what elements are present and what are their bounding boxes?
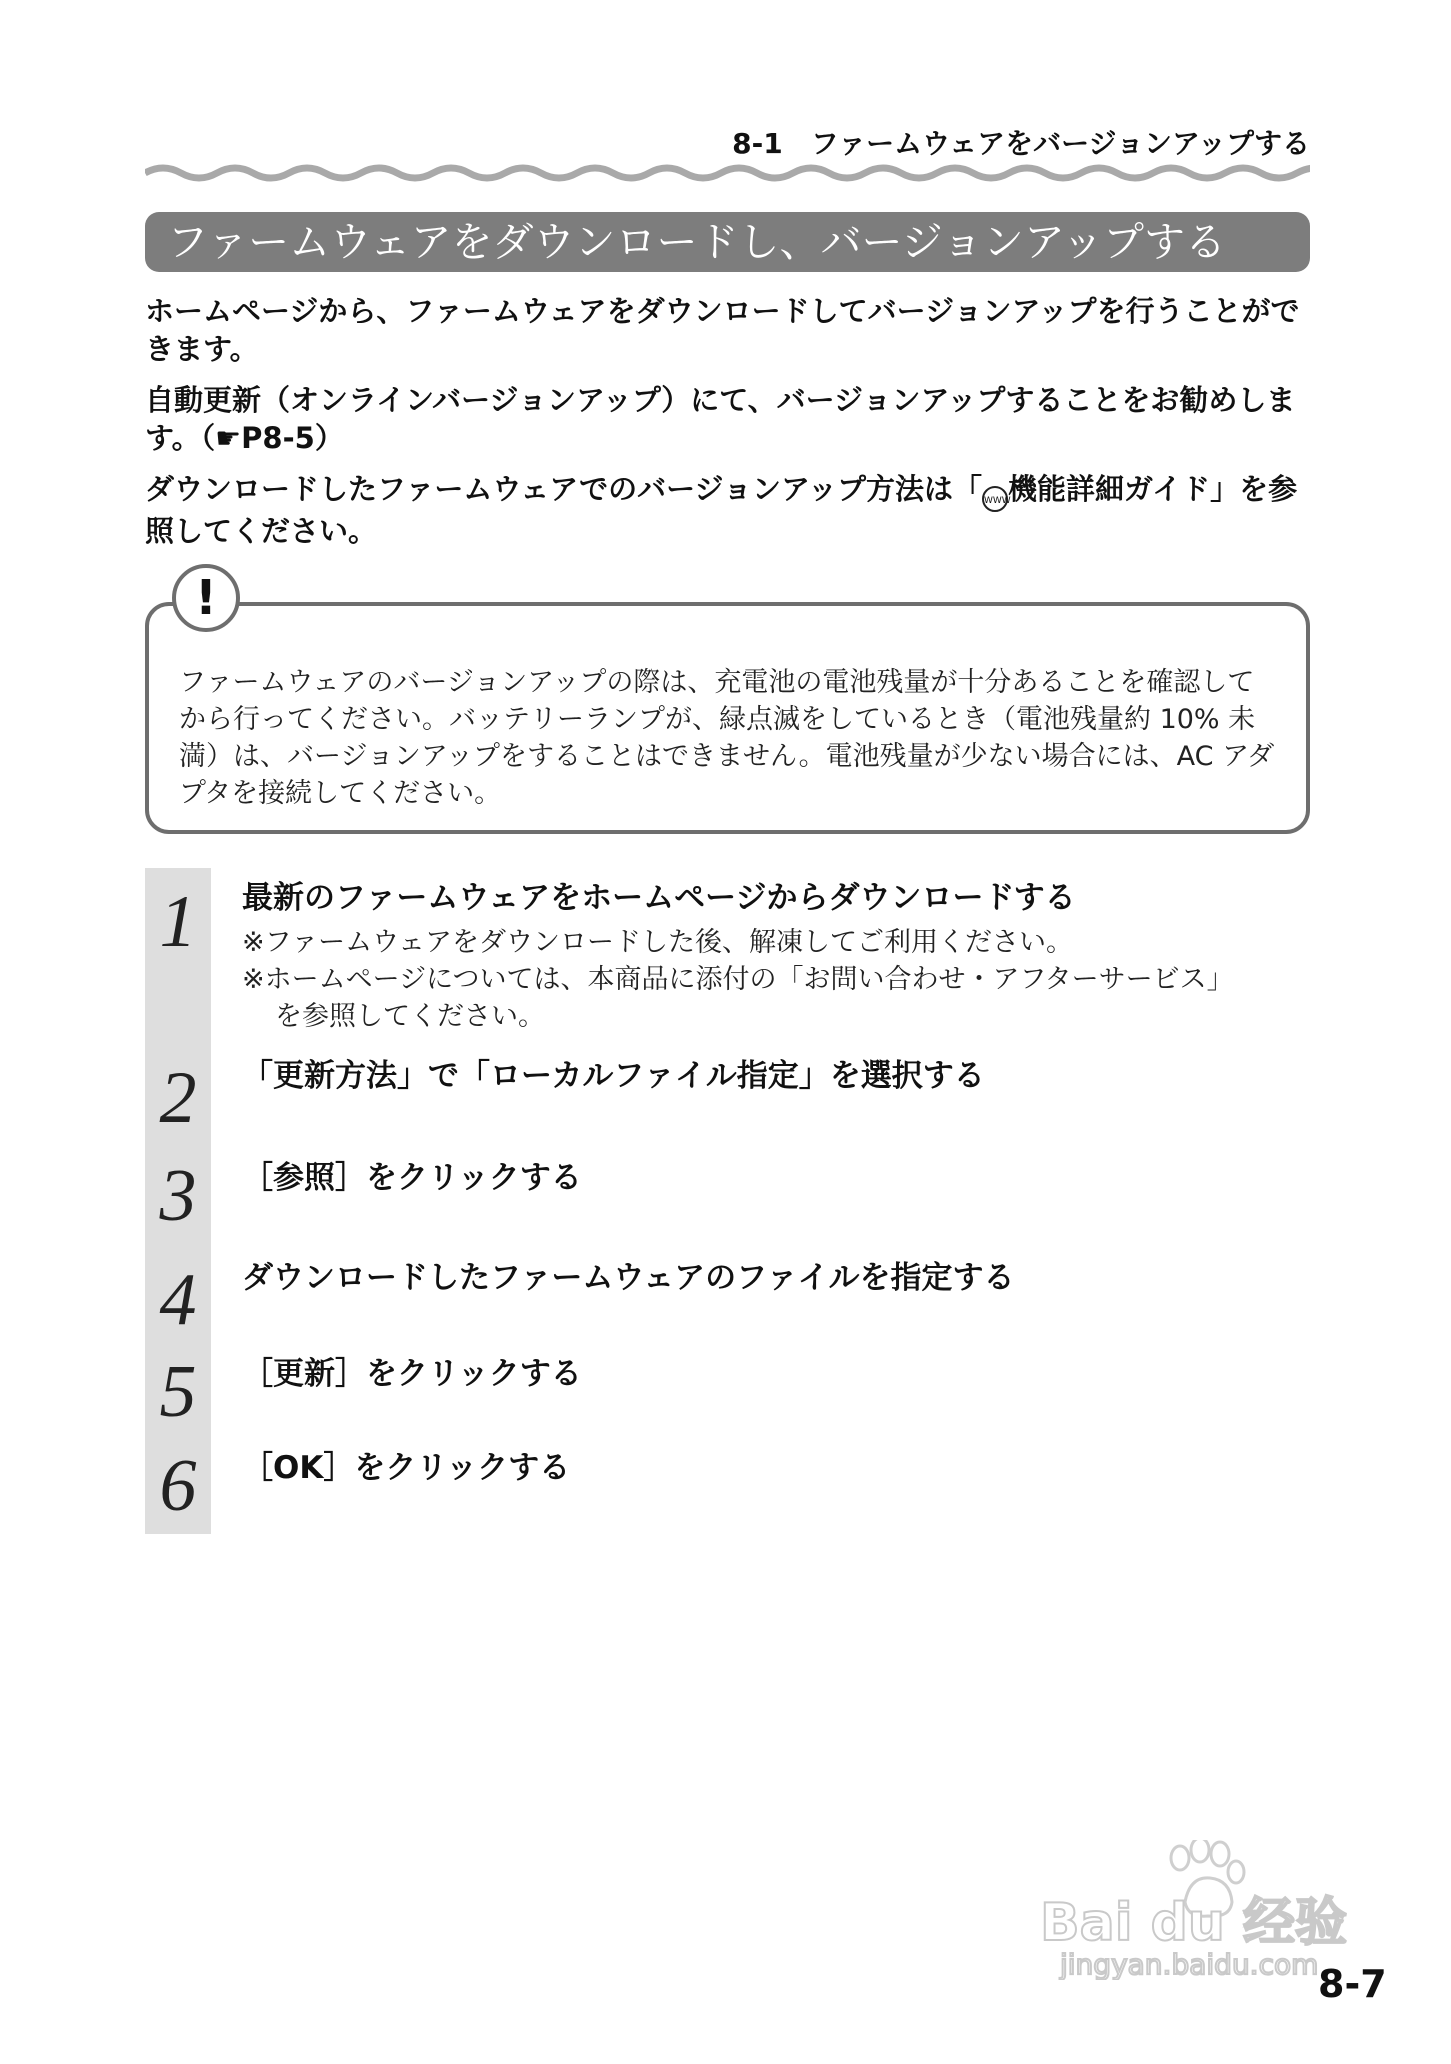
watermark-url: jingyan.baidu.com	[1060, 1948, 1319, 1980]
step-number: 5	[159, 1351, 197, 1433]
step-note-line: ※ファームウェアをダウンロードした後、解凍してご利用ください。	[242, 927, 1074, 958]
step-number: 2	[159, 1057, 197, 1139]
intro-text-after: 」を参照してください。	[145, 472, 1298, 548]
step-title: ダウンロードしたファームウェアのファイルを指定する	[242, 1260, 1015, 1296]
step-title: ［更新］をクリックする	[242, 1356, 582, 1392]
step-title: ［OK］をクリックする	[242, 1450, 571, 1486]
step-title: ［参照］をクリックする	[242, 1160, 582, 1196]
caution-box	[145, 602, 1310, 834]
intro-paragraph: ホームページから、ファームウェアをダウンロードしてバージョンアップを行うことができます。	[145, 294, 1300, 366]
step-number: 4	[159, 1259, 197, 1341]
intro-text	[145, 292, 1315, 563]
page-number: 8-7	[1318, 1962, 1387, 2006]
intro-paragraph: 自動更新（オンラインバージョンアップ）にて、バージョンアップすることをお勧めします。（☛P8-5）	[145, 383, 1296, 455]
watermark-brand: Bai du 经验	[1040, 1893, 1347, 1953]
step-note	[242, 924, 1312, 1035]
caution-text: ファームウェアのバージョンアップの際は、充電池の電池残量が十分あることを確認してから行ってください。バッテリーランプが、緑点滅をしているとき（電池残量約 10% 未満）は、バージョンアップをすることはできません。電池残量が少ない場合には、AC アダプタを接続してください。	[179, 667, 1275, 809]
step-note-line: ※ホームページについては、本商品に添付の「お問い合わせ・アフターサービス」	[242, 964, 1234, 995]
step-note-line: を参照してください。	[275, 1001, 545, 1032]
wave-divider	[145, 162, 1310, 184]
step-number: 3	[159, 1155, 197, 1237]
step-title: 「更新方法」で「ローカルファイル指定」を選択する	[242, 1058, 985, 1094]
guide-reference: 機能詳細ガイド	[1007, 472, 1211, 506]
page-title: ファームウェアをダウンロードし、バージョンアップする	[145, 212, 1310, 272]
section-header: 8-1 ファームウェアをバージョンアップする	[732, 127, 1310, 160]
intro-paragraph	[145, 470, 1315, 550]
exclamation-icon: !	[172, 564, 240, 632]
step-number: 1	[159, 881, 197, 963]
www-icon: WWW	[982, 486, 1008, 512]
baidu-watermark	[1020, 1840, 1370, 1980]
intro-text-before: ダウンロードしたファームウェアでのバージョンアップ方法は「	[145, 472, 982, 506]
step-title: 最新のファームウェアをホームページからダウンロードする	[242, 880, 1076, 916]
step-number: 6	[159, 1445, 197, 1527]
